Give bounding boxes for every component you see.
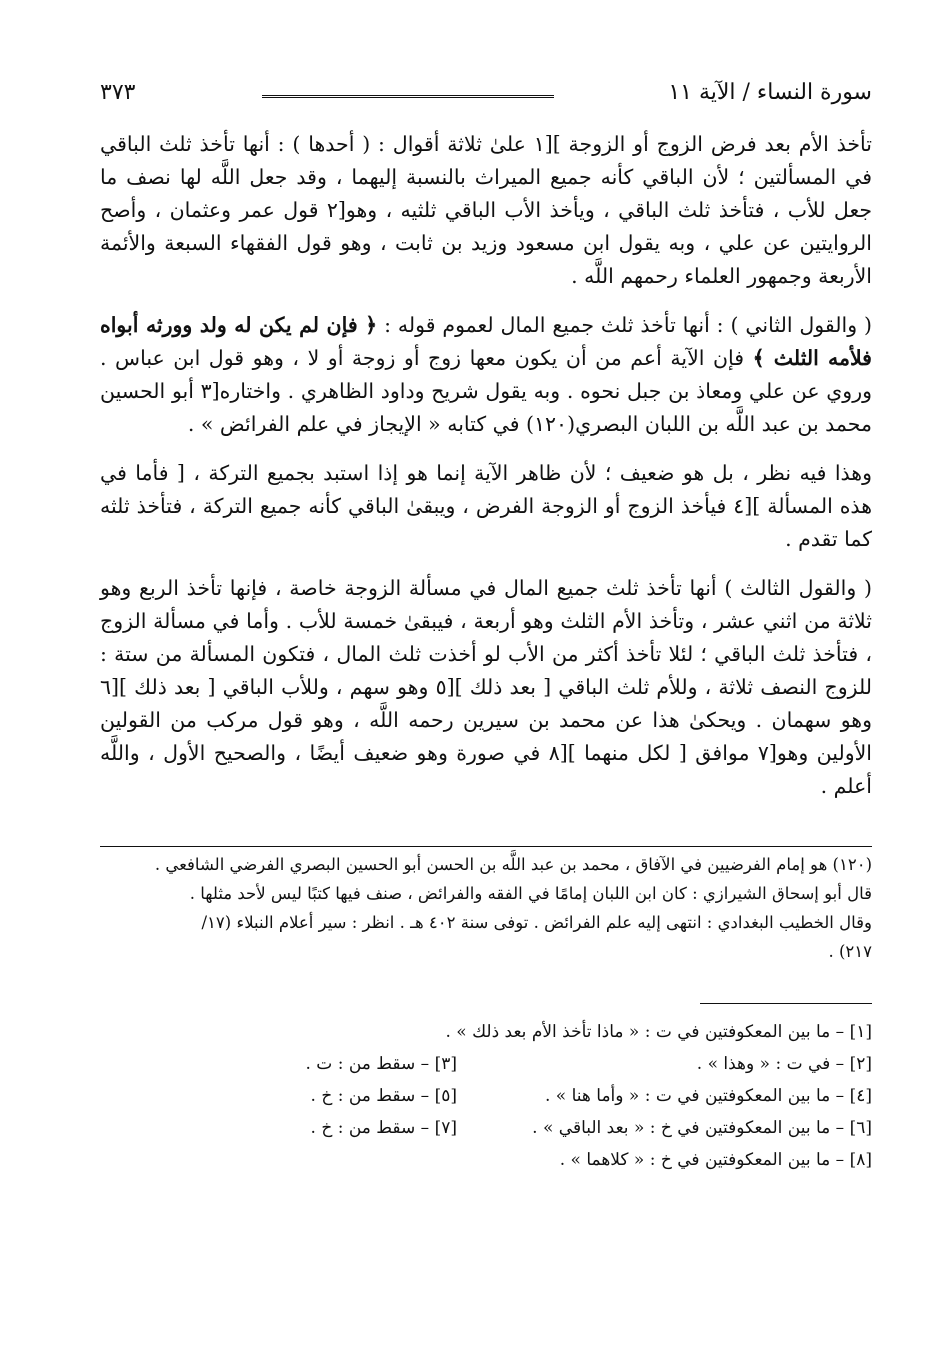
text-segment: [٦ <box>100 675 120 699</box>
text-segment: في صورة وهو ضعيف أيضًا ، والصحيح الأول ، واللَّه أعلم . <box>100 741 872 798</box>
text-segment: [٤ <box>733 494 753 518</box>
paragraph <box>100 457 872 556</box>
page-header <box>100 78 872 112</box>
text-segment: ( والقول الثالث ) أنها تأخذ ثلث جميع المال في مسألة الزوجة خاصة ، فإنها تأخذ الربع وهو ثلاثة من اثني عشر ، وتأخذ الأم الثلث وهو أربعة ، فيبقىٰ خمسة للأب . وأما في مسألة الزوج ، فتأخذ ثلث الباقي ؛ لئلا تأخذ أكثر من الأب لو أخذت ثلث المال ، فتكون المسألة من ستة : للزوج النصف ثلاثة ، وللأم ثلث الباقي [ بعد ذلك ] <box>100 576 872 699</box>
footnote-line: وقال الخطيب البغدادي : انتهى إليه علم الفرائض . توفى سنة ٤٠٢ هـ . انظر : سير أعلام النبلاء (١٧/ <box>201 913 872 932</box>
text-segment: قول عمر وعثمان ، وأصح الروايتين عن علي ، وبه يقول ابن مسعود وزيد بن ثابت ، وهو قول الفقهاء السبعة والأئمة الأربعة وجمهور العلماء رحمهم اللَّه . <box>100 198 872 288</box>
text-segment: فيأخذ الزوج أو الزوجة الفرض ، ويبقىٰ الباقي كأنه جميع التركة ، فتأخذ ثلثه كما تقدم . <box>100 494 872 551</box>
main-text <box>100 128 872 819</box>
note: [٧] – سقط من : خ . <box>310 1118 457 1138</box>
variant-notes <box>100 1016 872 1176</box>
text-segment: أبو الحسين محمد بن عبد اللَّه بن اللبان البصري <box>100 379 872 436</box>
text-segment: علىٰ ثلاثة أقوال : ( أحدها ) : أنها تأخذ ثلث الباقي في المسألتين ؛ لأن الباقي كأنه جميع الميراث بالنسبة إليهما ، وقد جعل اللَّه لها نصف ما جعل للأب ، فتأخذ ثلث الباقي ، ويأخذ الأب الباقي ثلثيه ، وهو <box>100 132 873 222</box>
text-segment: وهو سهمان . ويحكىٰ هذا عن محمد بن سيرين رحمه اللَّه ، وهو قول مركب من القولين الأولين وهو <box>100 708 872 765</box>
note-row <box>100 1048 872 1080</box>
footnote-rule <box>100 846 872 847</box>
text-segment: تأخذ الأم بعد فرض الزوج أو الزوجة ] <box>552 132 873 156</box>
page-number: ٣٧٣ <box>100 80 136 105</box>
text-segment: [٢ <box>326 198 346 222</box>
text-segment: [٧ <box>757 741 777 765</box>
text-segment: (١٢٠) <box>526 412 576 436</box>
note: [٣] – سقط من : ت . <box>305 1054 457 1074</box>
text-segment: [٣ <box>200 379 220 403</box>
note-row <box>100 1144 872 1176</box>
footnote-line: قال أبو إسحاق الشيرازي : كان ابن اللبان إمامًا في الفقه والفرائض ، صنف فيها كتبًا ليس لأحد مثلها . <box>189 884 872 903</box>
running-title: سورة النساء / الآية ١١ <box>668 80 872 105</box>
notes-rule <box>700 1003 872 1004</box>
text-segment: وهذا فيه نظر ، بل هو ضعيف ؛ لأن ظاهر الآية إنما هو إذا استبد بجميع التركة ، [ فأما في هذه المسألة ] <box>100 461 873 518</box>
text-segment: [٨ <box>548 741 568 765</box>
note: [٥] – سقط من : خ . <box>310 1086 457 1106</box>
note-row <box>100 1016 872 1048</box>
note: [٨] – ما بين المعكوفتين في خ : « كلاهما » . <box>559 1150 872 1170</box>
paragraph <box>100 309 872 441</box>
text-segment: موافق [ لكل منهما ] <box>567 741 758 765</box>
footnote-line: ٢١٧) . <box>828 942 872 961</box>
paragraph <box>100 572 872 803</box>
header-rule <box>262 95 554 98</box>
text-segment: في كتابه « الإيجاز في علم الفرائض » . <box>187 412 527 436</box>
text-segment: ( والقول الثاني ) : أنها تأخذ ثلث جميع المال لعموم قوله : <box>377 313 872 337</box>
note: [١] – ما بين المعكوفتين في ت : « ماذا تأخذ الأم بعد ذلك » . <box>445 1022 872 1042</box>
note: [٦] – ما بين المعكوفتين في خ : « بعد الباقي » . <box>532 1118 872 1138</box>
text-segment: وهو سهم ، وللأب الباقي [ بعد ذلك ] <box>119 675 436 699</box>
footnote-line: (١٢٠) هو إمام الفرضيين في الآفاق ، محمد بن عبد اللَّه بن الحسن أبو الحسين البصري الفرضي الشافعي . <box>154 855 872 874</box>
note: [٢] – في ت : « وهذا » . <box>696 1054 872 1074</box>
text-segment: [٥ <box>435 675 455 699</box>
text-segment: [١ <box>533 132 553 156</box>
note: [٤] – ما بين المعكوفتين في ت : « وأما هنا » . <box>544 1086 872 1106</box>
paragraph <box>100 128 872 293</box>
quran-quote: ﴿ فإن لم يكن له ولد وورثه أبواه فلأمه الثلث ﴾ <box>100 313 872 370</box>
note-row <box>100 1080 872 1112</box>
text-segment: فإن الآية أعم من أن يكون معها زوج أو زوجة أو لا ، وهو قول ابن عباس . وروي عن علي ومعاذ بن جبل نحوه . وبه يقول شريح وداود الظاهري . واختاره <box>100 346 873 403</box>
note-row <box>100 1112 872 1144</box>
biography-footnote <box>100 850 872 966</box>
